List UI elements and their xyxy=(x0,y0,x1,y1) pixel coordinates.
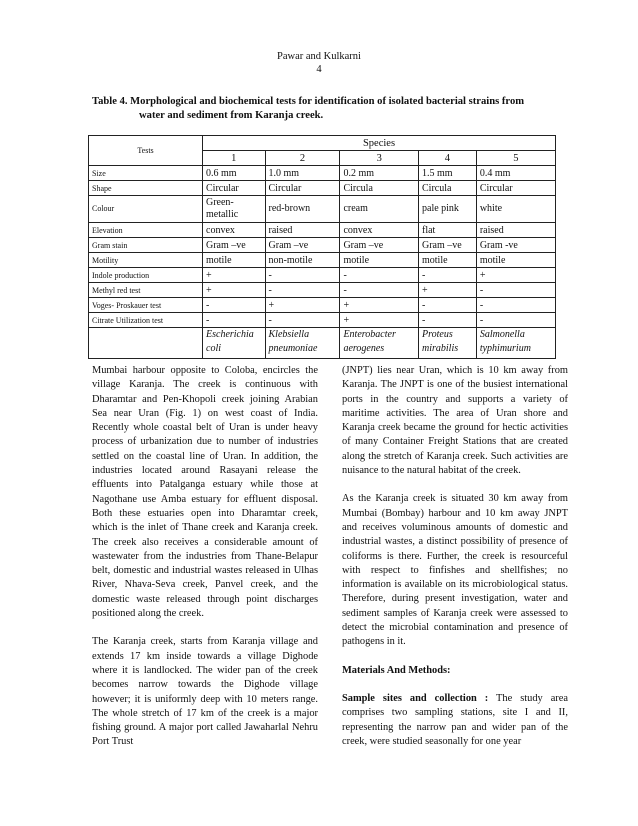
species-name: Enterobacter aerogenes xyxy=(340,328,419,359)
table-cell: Circular xyxy=(265,181,340,196)
body-paragraph: As the Karanja creek is situated 30 km away from Mumbai (Bombay) harbour and 10 km away JNPT and receives voluminous amounts of domestic and industrial wastes, a distinct possibility of presence of coliforms is there. Further, the creek is resourceful with respect to finfishes and shellfishes; no information is available on its microbiological status. Therefore, during present investigation, water and sediment samples of Karanja creek were assessed to detect the microbial contamination and presence of pathogens in it. xyxy=(342,493,568,648)
table-cell: Circula xyxy=(419,181,477,196)
table-cell: - xyxy=(203,298,266,313)
biochemical-tests-table xyxy=(88,135,556,359)
species-number: 1 xyxy=(203,151,266,166)
species-number: 2 xyxy=(265,151,340,166)
table-cell: raised xyxy=(476,223,555,238)
tests-header: Tests xyxy=(89,136,203,166)
table-cell: - xyxy=(340,283,419,298)
table-cell: motile xyxy=(419,253,477,268)
table-cell: motile xyxy=(340,253,419,268)
table-cell: raised xyxy=(265,223,340,238)
test-name: Voges- Proskauer test xyxy=(89,298,203,313)
empty-cell xyxy=(89,328,203,359)
table-cell: + xyxy=(476,268,555,283)
table-cell: - xyxy=(419,313,477,328)
test-name: Gram stain xyxy=(89,238,203,253)
table-row xyxy=(89,181,556,196)
table-cell: - xyxy=(419,298,477,313)
test-name: Shape xyxy=(89,181,203,196)
page-number: 4 xyxy=(316,64,322,75)
body-paragraph xyxy=(342,692,568,749)
table-row xyxy=(89,196,556,223)
table-row xyxy=(89,166,556,181)
table-cell: non-motile xyxy=(265,253,340,268)
table-cell: + xyxy=(340,313,419,328)
table-cell: - xyxy=(340,268,419,283)
table-cell: 0.6 mm xyxy=(203,166,266,181)
species-number: 4 xyxy=(419,151,477,166)
species-name: Escherichia coli xyxy=(203,328,266,359)
table-cell: Circular xyxy=(476,181,555,196)
species-number: 5 xyxy=(476,151,555,166)
table-row xyxy=(89,268,556,283)
table-cell: Circula xyxy=(340,181,419,196)
table-cell: + xyxy=(203,268,266,283)
table-cell: motile xyxy=(476,253,555,268)
table-cell: + xyxy=(419,283,477,298)
table-cell: convex xyxy=(203,223,266,238)
table-cell: - xyxy=(203,313,266,328)
table-cell: - xyxy=(476,298,555,313)
table-cell: motile xyxy=(203,253,266,268)
table-cell: Circular xyxy=(203,181,266,196)
table-row xyxy=(89,238,556,253)
test-name: Indole production xyxy=(89,268,203,283)
species-name: Salmonella typhimurium xyxy=(476,328,555,359)
body-paragraph: (JNPT) lies near Uran, which is 10 km away from Karanja. The JNPT is one of the busiest international ports in the country and supports a variety of maritime activities. The area of Uran shore and Karanja creek became the ground for hectic activities of many Container Freight Stations that are created along the stretch of Karanja creek. Such activities are nuisance to the natural habitat of the creek. xyxy=(342,365,568,477)
test-name: Size xyxy=(89,166,203,181)
species-name: Klebsiella pneumoniae xyxy=(265,328,340,359)
running-head-authors: Pawar and Kulkarni xyxy=(277,51,361,62)
table-cell: Gram –ve xyxy=(340,238,419,253)
table-cell: pale pink xyxy=(419,196,477,223)
table-cell: - xyxy=(265,268,340,283)
table-cell: Gram –ve xyxy=(203,238,266,253)
left-column xyxy=(92,364,318,764)
table-cell: + xyxy=(340,298,419,313)
test-name: Methyl red test xyxy=(89,283,203,298)
table-cell: 1.0 mm xyxy=(265,166,340,181)
table-row xyxy=(89,283,556,298)
table-caption xyxy=(92,95,552,123)
table-cell: white xyxy=(476,196,555,223)
table-cell: Gram -ve xyxy=(476,238,555,253)
table-cell: 1.5 mm xyxy=(419,166,477,181)
right-column xyxy=(342,364,568,763)
species-names-row xyxy=(89,328,556,359)
table-cell: Gram –ve xyxy=(265,238,340,253)
caption-line-1: Table 4. Morphological and biochemical tests for identification of isolated bacterial strains from xyxy=(92,96,525,107)
table-cell: convex xyxy=(340,223,419,238)
table-cell: 0.4 mm xyxy=(476,166,555,181)
table-cell: - xyxy=(265,283,340,298)
table-cell: flat xyxy=(419,223,477,238)
species-number: 3 xyxy=(340,151,419,166)
test-name: Elevation xyxy=(89,223,203,238)
table-cell: 0.2 mm xyxy=(340,166,419,181)
species-name: Proteus mirabilis xyxy=(419,328,477,359)
test-name: Citrate Utilization test xyxy=(89,313,203,328)
table-cell: - xyxy=(476,313,555,328)
body-paragraph: Mumbai harbour opposite to Coloba, encircles the village Karanja. The creek is continuous with Dharamtar and Pen-Khopoli creek joining Arabian Sea near Uran (Fig. 1) on west coast of India. Recently whole coastal belt of Uran is under heavy process of urbanization due to number of industries settled on the coastal line of Uran. In addition, the industries located around Rasayani release the effluents into Patalganga estuary while those at Nagothane use Amba estuary for effluent disposal. Both these estuaries open into Dharamtar creek, which is the inlet of Thane creek and Karanja creek. The creek also receives a considerable amount of wastewater from the industries from Thane-Belapur belt, domestic and industrial wastes released in Ulhas River, Nhava-Seva creek, Panvel creek, and the domestic waste released through point discharges positioned along the creek. xyxy=(92,365,318,620)
section-heading: Materials And Methods: xyxy=(342,664,451,676)
species-header: Species xyxy=(203,136,556,151)
table-cell: red-brown xyxy=(265,196,340,223)
table-cell: Green-metallic xyxy=(203,196,266,223)
table-cell: - xyxy=(265,313,340,328)
test-name: Motility xyxy=(89,253,203,268)
table-row xyxy=(89,253,556,268)
table-row xyxy=(89,223,556,238)
table-cell: - xyxy=(476,283,555,298)
table-cell: - xyxy=(419,268,477,283)
table-cell: + xyxy=(265,298,340,313)
table-header-row xyxy=(89,136,556,151)
table-cell: + xyxy=(203,283,266,298)
test-name: Colour xyxy=(89,196,203,223)
paragraph-text: The study area comprises two sampling stations, site I and II, representing the narrow pan and wider pan of the creek, were studied seasonally for one year xyxy=(342,692,568,747)
paragraph-lead: Sample sites and collection : xyxy=(342,692,489,704)
table-cell: cream xyxy=(340,196,419,223)
caption-line-2: water and sediment from Karanja creek. xyxy=(139,110,324,121)
table-row xyxy=(89,313,556,328)
table-row xyxy=(89,298,556,313)
table-cell: Gram –ve xyxy=(419,238,477,253)
page-header xyxy=(0,50,638,76)
body-paragraph: The Karanja creek, starts from Karanja village and extends 17 km inside towards a village Dighode where it is landlocked. The wider pan of the creek becomes narrow towards the Dighode village however; it is uniformly deep with 10 meters range. The whole stretch of 17 km of the creek is a major fishing ground. A major port called Jawaharlal Nehru Port Trust xyxy=(92,636,318,748)
